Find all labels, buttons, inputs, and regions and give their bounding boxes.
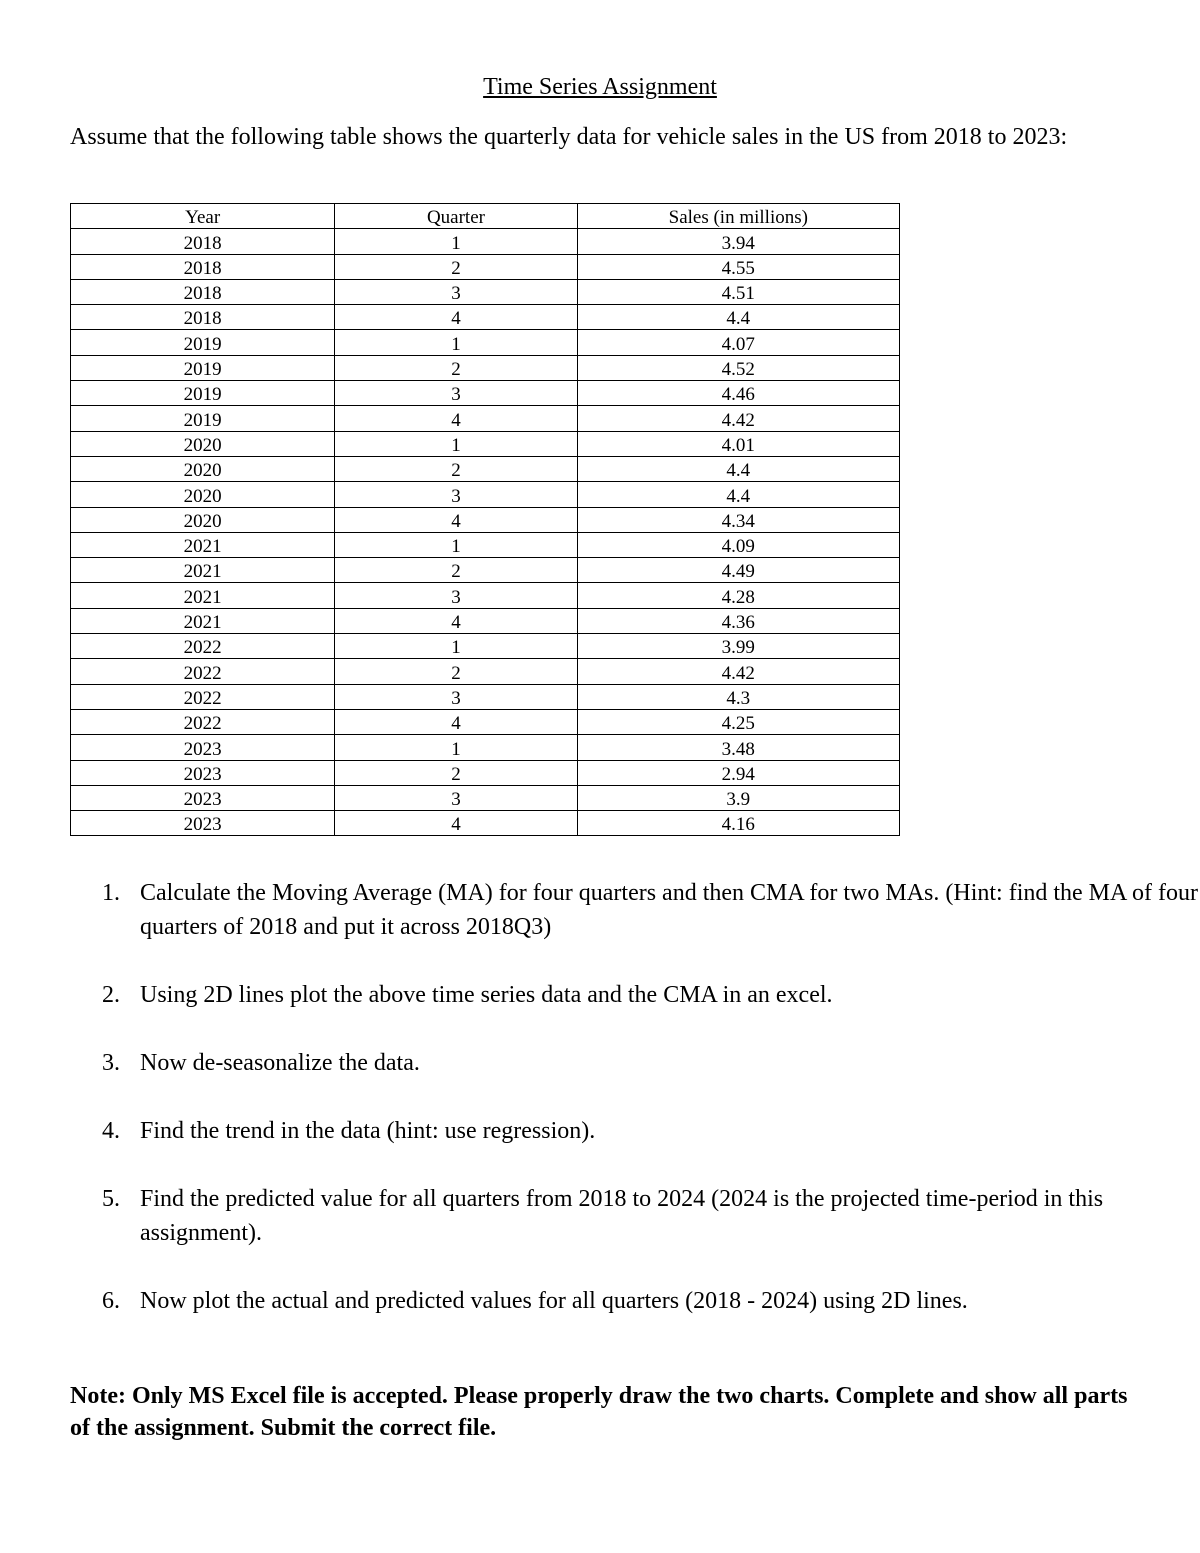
table-row bbox=[71, 684, 900, 709]
cell-quarter: 1 bbox=[335, 229, 577, 254]
cell-year: 2018 bbox=[71, 229, 335, 254]
cell-year: 2019 bbox=[71, 406, 335, 431]
table-row bbox=[71, 229, 900, 254]
cell-sales: 4.51 bbox=[577, 279, 899, 304]
cell-year: 2019 bbox=[71, 381, 335, 406]
cell-sales: 4.4 bbox=[577, 305, 899, 330]
cell-year: 2019 bbox=[71, 330, 335, 355]
cell-quarter: 3 bbox=[335, 381, 577, 406]
table-row bbox=[71, 785, 900, 810]
cell-quarter: 4 bbox=[335, 608, 577, 633]
cell-year: 2019 bbox=[71, 355, 335, 380]
task-text: Calculate the Moving Average (MA) for four quarters and then CMA for two MAs. (Hint: find the MA of four quarters of 2018 and put it across 2018Q3) bbox=[140, 880, 1199, 940]
cell-sales: 3.48 bbox=[577, 735, 899, 760]
cell-quarter: 3 bbox=[335, 684, 577, 709]
table-row bbox=[71, 532, 900, 557]
cell-year: 2018 bbox=[71, 279, 335, 304]
cell-sales: 3.9 bbox=[577, 785, 899, 810]
task-list bbox=[70, 876, 1200, 1352]
cell-year: 2021 bbox=[71, 608, 335, 633]
cell-quarter: 4 bbox=[335, 709, 577, 734]
cell-sales: 4.34 bbox=[577, 507, 899, 532]
table-row bbox=[71, 811, 900, 836]
cell-year: 2020 bbox=[71, 482, 335, 507]
cell-sales: 4.36 bbox=[577, 608, 899, 633]
cell-sales: 4.42 bbox=[577, 659, 899, 684]
table-row bbox=[71, 456, 900, 481]
table-row bbox=[71, 709, 900, 734]
table-row bbox=[71, 735, 900, 760]
cell-sales: 4.01 bbox=[577, 431, 899, 456]
task-number: 3. bbox=[102, 1050, 120, 1076]
cell-sales: 4.52 bbox=[577, 355, 899, 380]
cell-quarter: 2 bbox=[335, 558, 577, 583]
submission-note: Note: Only MS Excel file is accepted. Please properly draw the two charts. Complete and show all parts of the assignment. Submit the correct file. bbox=[70, 1383, 1128, 1441]
cell-sales: 4.49 bbox=[577, 558, 899, 583]
cell-year: 2022 bbox=[71, 659, 335, 684]
cell-year: 2022 bbox=[71, 684, 335, 709]
cell-sales: 4.3 bbox=[577, 684, 899, 709]
task-item bbox=[102, 978, 1200, 1012]
cell-quarter: 1 bbox=[335, 330, 577, 355]
table-row bbox=[71, 305, 900, 330]
task-text: Find the trend in the data (hint: use regression). bbox=[140, 1118, 596, 1144]
cell-quarter: 4 bbox=[335, 507, 577, 532]
task-item bbox=[102, 1284, 1200, 1318]
cell-sales: 4.55 bbox=[577, 254, 899, 279]
cell-sales: 4.09 bbox=[577, 532, 899, 557]
table-row bbox=[71, 482, 900, 507]
task-number: 2. bbox=[102, 982, 120, 1008]
cell-year: 2018 bbox=[71, 254, 335, 279]
cell-sales: 3.94 bbox=[577, 229, 899, 254]
cell-quarter: 4 bbox=[335, 406, 577, 431]
cell-quarter: 3 bbox=[335, 785, 577, 810]
table-row bbox=[71, 279, 900, 304]
task-number: 4. bbox=[102, 1118, 120, 1144]
sales-table bbox=[70, 203, 900, 836]
task-text: Using 2D lines plot the above time series data and the CMA in an excel. bbox=[140, 982, 833, 1008]
cell-quarter: 1 bbox=[335, 532, 577, 557]
task-number: 1. bbox=[102, 880, 120, 906]
intro-paragraph: Assume that the following table shows the quarterly data for vehicle sales in the US from 2018 to 2023: bbox=[70, 124, 1068, 150]
cell-quarter: 3 bbox=[335, 482, 577, 507]
task-item bbox=[102, 1046, 1200, 1080]
cell-year: 2022 bbox=[71, 709, 335, 734]
cell-quarter: 1 bbox=[335, 431, 577, 456]
cell-sales: 4.46 bbox=[577, 381, 899, 406]
task-number: 5. bbox=[102, 1186, 120, 1212]
cell-quarter: 2 bbox=[335, 659, 577, 684]
cell-year: 2022 bbox=[71, 634, 335, 659]
cell-quarter: 1 bbox=[335, 634, 577, 659]
cell-sales: 2.94 bbox=[577, 760, 899, 785]
cell-sales: 4.25 bbox=[577, 709, 899, 734]
cell-year: 2021 bbox=[71, 532, 335, 557]
table-row bbox=[71, 634, 900, 659]
cell-quarter: 2 bbox=[335, 760, 577, 785]
cell-year: 2020 bbox=[71, 431, 335, 456]
cell-sales: 4.16 bbox=[577, 811, 899, 836]
cell-quarter: 2 bbox=[335, 254, 577, 279]
task-item bbox=[102, 876, 1200, 944]
cell-sales: 4.28 bbox=[577, 583, 899, 608]
task-text: Now de-seasonalize the data. bbox=[140, 1050, 420, 1076]
cell-year: 2023 bbox=[71, 811, 335, 836]
header-sales: Sales (in millions) bbox=[577, 204, 899, 229]
cell-year: 2023 bbox=[71, 785, 335, 810]
task-number: 6. bbox=[102, 1288, 120, 1314]
cell-year: 2023 bbox=[71, 735, 335, 760]
cell-quarter: 2 bbox=[335, 456, 577, 481]
header-year: Year bbox=[71, 204, 335, 229]
table-row bbox=[71, 760, 900, 785]
cell-sales: 4.4 bbox=[577, 482, 899, 507]
table-row bbox=[71, 330, 900, 355]
task-text: Now plot the actual and predicted values for all quarters (2018 - 2024) using 2D lines. bbox=[140, 1288, 968, 1314]
cell-quarter: 4 bbox=[335, 811, 577, 836]
cell-quarter: 3 bbox=[335, 583, 577, 608]
cell-sales: 4.07 bbox=[577, 330, 899, 355]
table-row bbox=[71, 431, 900, 456]
cell-sales: 4.4 bbox=[577, 456, 899, 481]
header-quarter: Quarter bbox=[335, 204, 577, 229]
table-row bbox=[71, 659, 900, 684]
table-row bbox=[71, 406, 900, 431]
table-row bbox=[71, 355, 900, 380]
cell-sales: 4.42 bbox=[577, 406, 899, 431]
cell-quarter: 3 bbox=[335, 279, 577, 304]
cell-year: 2018 bbox=[71, 305, 335, 330]
table-header-row bbox=[71, 204, 900, 229]
cell-year: 2020 bbox=[71, 456, 335, 481]
table-row bbox=[71, 254, 900, 279]
task-item bbox=[102, 1182, 1200, 1250]
cell-year: 2020 bbox=[71, 507, 335, 532]
cell-quarter: 4 bbox=[335, 305, 577, 330]
table-row bbox=[71, 507, 900, 532]
cell-year: 2023 bbox=[71, 760, 335, 785]
cell-year: 2021 bbox=[71, 558, 335, 583]
cell-sales: 3.99 bbox=[577, 634, 899, 659]
cell-quarter: 2 bbox=[335, 355, 577, 380]
table-row bbox=[71, 583, 900, 608]
task-text: Find the predicted value for all quarters from 2018 to 2024 (2024 is the projected time-period in this assignment). bbox=[140, 1186, 1104, 1246]
page-title: Time Series Assignment bbox=[483, 74, 717, 100]
cell-year: 2021 bbox=[71, 583, 335, 608]
table-row bbox=[71, 608, 900, 633]
task-item bbox=[102, 1114, 1200, 1148]
table-row bbox=[71, 381, 900, 406]
table-row bbox=[71, 558, 900, 583]
cell-quarter: 1 bbox=[335, 735, 577, 760]
